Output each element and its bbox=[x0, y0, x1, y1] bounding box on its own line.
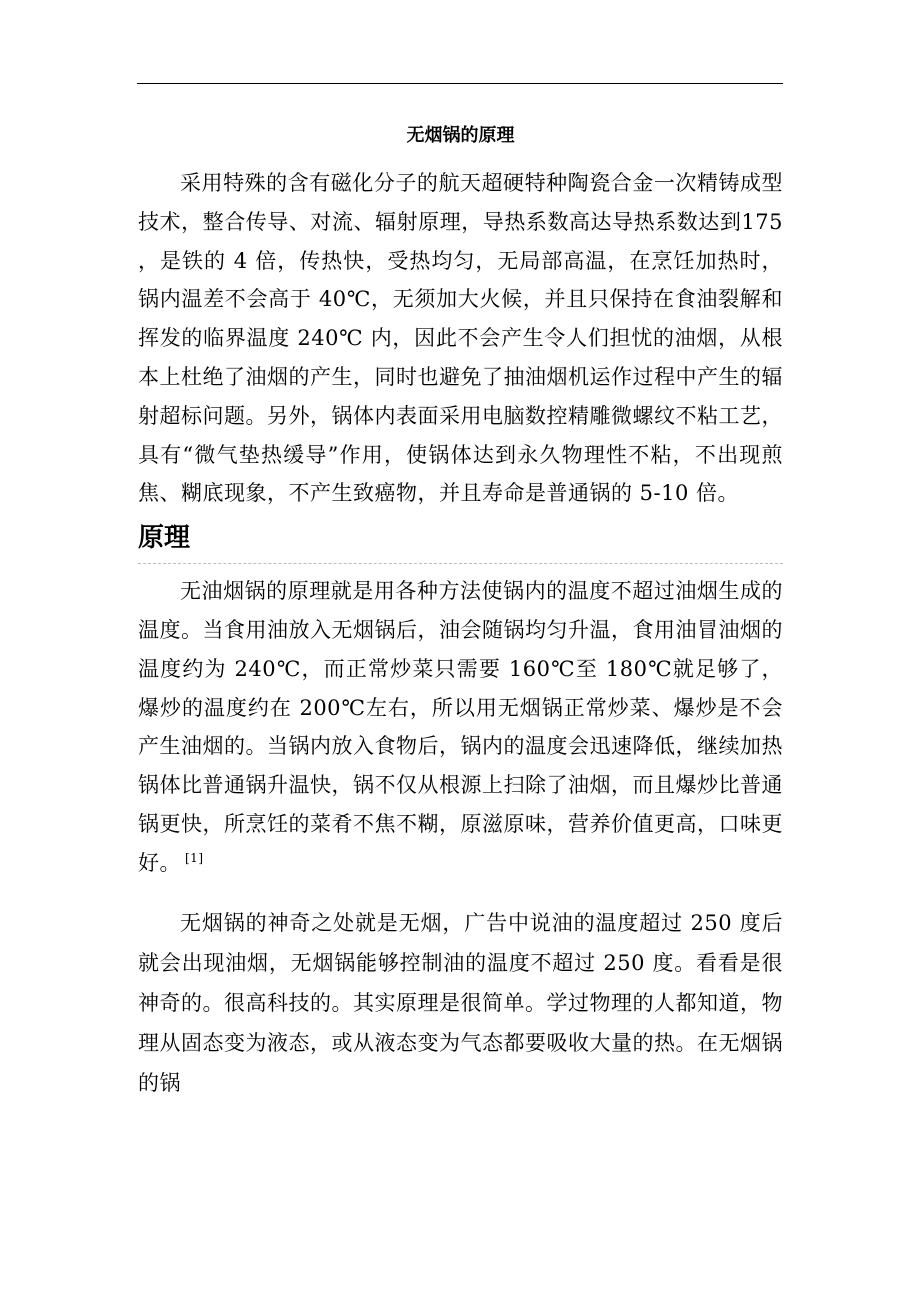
principle-paragraph bbox=[138, 572, 783, 882]
citation-link[interactable]: [1] bbox=[185, 850, 204, 865]
intro-paragraph: 采用特殊的含有磁化分子的航天超硬特种陶瓷合金一次精铸成型技术，整合传导、对流、辐射原理，导热系数高达导热系数达到175 ，是铁的 4 倍，传热快，受热均匀，无局部高温，在烹饪加热时，锅内温差不会高于 40℃，无须加大火候，并且只保持在食油裂解和挥发的临界温度 240℃ 内，因此不会产生令人们担忧的油烟，从根本上杜绝了油烟的产生，同时也避免了抽油烟机运作过程中产生的辐射超标问题。另外，锅体内表面采用电脑数控精雕微螺纹不粘工艺，具有“微气垫热缓导”作用，使锅体达到永久物理性不粘，不出现煎焦、糊底现象，不产生致癌物，并且寿命是普通锅的 5-10 倍。 bbox=[138, 171, 783, 506]
principle-paragraph-text: 无油烟锅的原理就是用各种方法使锅内的温度不超过油烟生成的温度。当食用油放入无烟锅后，油会随锅均匀升温，食用油冒油烟的温度约为 240℃，而正常炒菜只需要 160℃至 180℃就足够了，爆炒的温度约在 200℃左右，所以用无烟锅正常炒菜、爆炒是不会产生油烟的。当锅内放入食物后，锅内的温度会迅速降低，继续加热锅体比普通锅升温快，锅不仅从根源上扫除了油烟，而且爆炒比普通锅更快，所烹饪的菜肴不焦不糊，原滋原味，营养价值更高，口味更好。 bbox=[138, 579, 783, 875]
header-rule bbox=[137, 83, 783, 84]
document-title: 无烟锅的原理 bbox=[406, 125, 515, 146]
document-page bbox=[138, 118, 783, 1103]
section-divider bbox=[138, 563, 783, 564]
explanation-paragraph: 无烟锅的神奇之处就是无烟，广告中说油的温度超过 250 度后就会出现油烟，无烟锅能够控制油的温度不超过 250 度。看看是很神奇的。很高科技的。其实原理是很简单。学过物理的人都知道，物理从固态变为液态，或从液态变为气态都要吸收大量的热。在无烟锅的锅 bbox=[138, 910, 783, 1095]
section-heading-principle: 原理 bbox=[138, 523, 191, 554]
